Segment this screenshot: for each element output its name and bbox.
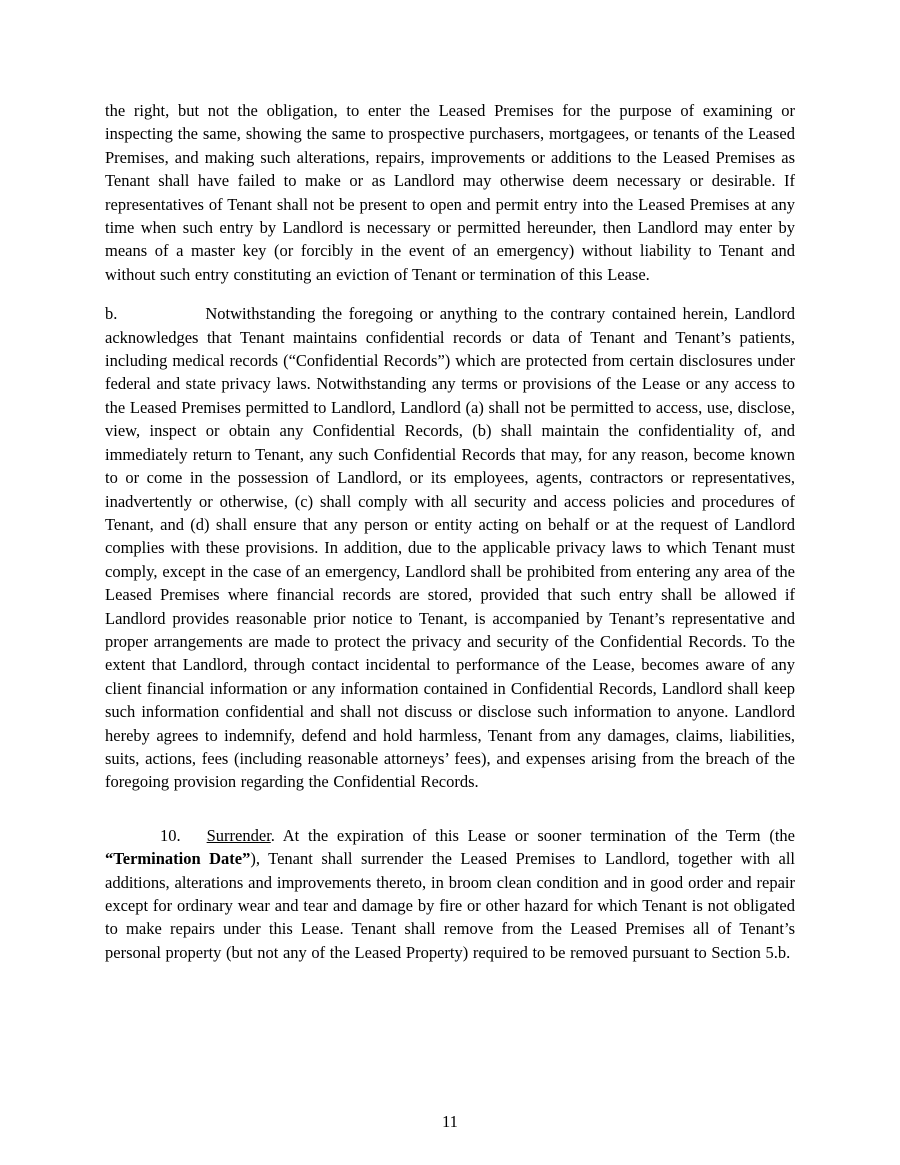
section-heading-surrender: Surrender: [206, 825, 271, 845]
paragraph-confidential-records-text: Notwithstanding the foregoing or anything to the contrary contained herein, Landlord acknowledges that Tenant maintains confidential records or data of Tenant and Tenant’s patients, including medical records (“Confidential Records”) which are protected from certain disclosures under federal and state privacy laws. Notwithstanding any terms or provisions of the Lease or any access to the Leased Premises permitted to Landlord, Landlord (a) shall not be permitted to access, use, disclose, view, inspect or obtain any Confidential Records, (b) shall maintain the confidentiality of, and immediately return to Tenant, any such Confidential Records that may, for any reason, become known to or come in the possession of Landlord, or its employees, agents, contractors or representatives, inadvertently or otherwise, (c) shall comply with all security and access policies and procedures of Tenant, and (d) shall ensure that any person or entity acting on behalf or at the request of Landlord complies with these provisions. In addition, due to the applicable privacy laws to which Tenant must comply, except in the case of an emergency, Landlord shall be prohibited from entering any area of the Leased Premises where financial records are stored, provided that such entry shall be allowed if Landlord provides reasonable prior notice to Tenant, is accompanied by Tenant’s representative and proper arrangements are made to protect the privacy and security of the Confidential Records. To the extent that Landlord, through contact incidental to performance of the Lease, becomes aware of any client financial information or any information contained in Confidential Records, Landlord shall keep such information confidential and shall not discuss or disclose such information to anyone. Landlord hereby agrees to indemnify, defend and hold harmless, Tenant from any damages, claims, liabilities, suits, actions, fees (including reasonable attorneys’ fees), and expenses arising from the breach of the foregoing provision regarding the Confidential Records.: [105, 304, 795, 792]
paragraph-entry-rights: [105, 99, 795, 286]
paragraph-surrender: [105, 824, 795, 964]
page-number-text: 11: [442, 1112, 458, 1131]
body-text: [105, 99, 795, 964]
clause-label: b.: [105, 304, 118, 324]
defined-term-termination-date: “Termination Date”: [105, 849, 251, 869]
paragraph-surrender-rest: ), Tenant shall surrender the Leased Premises to Landlord, together with all additions, alterations and improvements thereto, in broom clean condition and in good order and repair except for ordinary wear and tear and damage by fire or other hazard for which Tenant is not obligated to make repairs under this Lease. Tenant shall remove from the Leased Premises all of Tenant’s personal property (but not any of the Leased Property) required to be removed pursuant to Section 5.b.: [105, 849, 795, 962]
section-number: 10.: [160, 825, 181, 845]
paragraph-confidential-records: [105, 302, 795, 794]
paragraph-entry-rights-text: the right, but not the obligation, to enter the Leased Premises for the purpose of examining or inspecting the same, showing the same to prospective purchasers, mortgagees, or tenants of the Leased Premises, and making such alterations, repairs, improvements or additions to the Leased Premises as Tenant shall have failed to make or as Landlord may otherwise deem necessary or desirable. If representatives of Tenant shall not be present to open and permit entry into the Leased Premises at any time when such entry by Landlord is necessary or permitted hereunder, then Landlord may enter by means of a master key (or forcibly in the event of an emergency) without liability to Tenant and without such entry constituting an eviction of Tenant or termination of this Lease.: [105, 101, 795, 284]
paragraph-surrender-lead: . At the expiration of this Lease or sooner termination of the Term (the: [270, 825, 795, 845]
page-number: [0, 1110, 900, 1133]
